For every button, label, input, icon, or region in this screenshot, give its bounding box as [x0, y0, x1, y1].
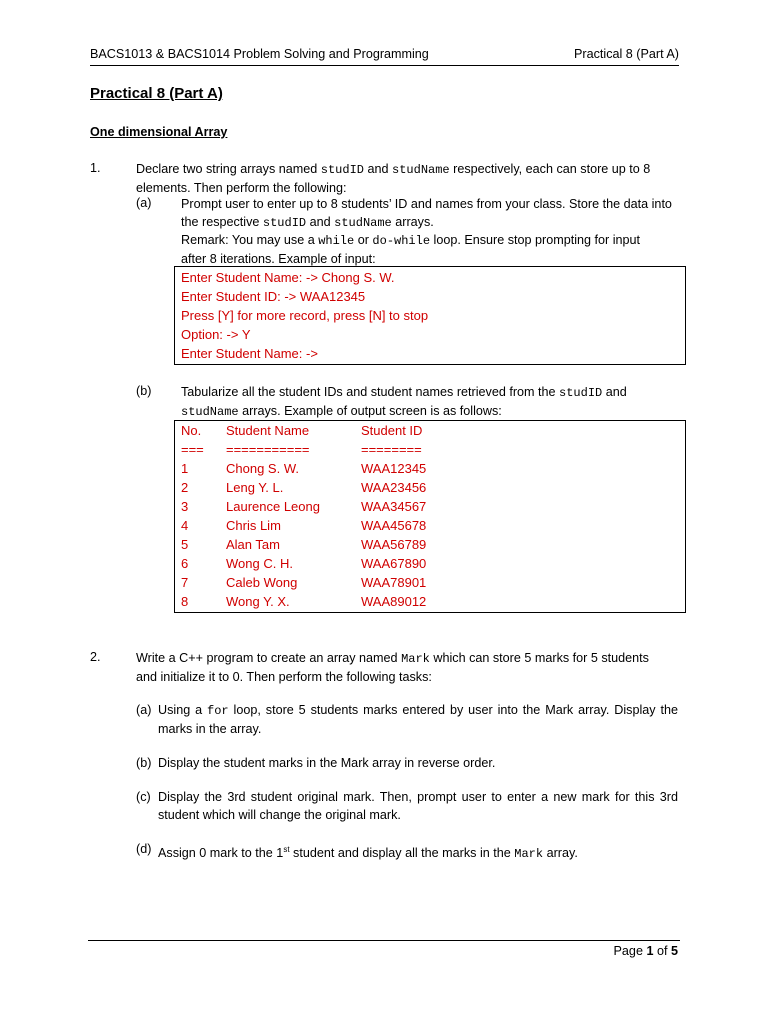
row-id: WAA34567 [361, 499, 427, 514]
course-title: BACS1013 & BACS1014 Problem Solving and Programming [90, 47, 429, 61]
page-title: Practical 8 (Part A) [90, 85, 223, 102]
practical-label: Practical 8 (Part A) [574, 47, 679, 61]
table-header-row [175, 423, 685, 442]
row-name: Chong S. W. [226, 461, 299, 476]
table-row [175, 556, 685, 575]
row-id: WAA12345 [361, 461, 427, 476]
table-row [175, 480, 685, 499]
input-example-box [174, 266, 686, 365]
q1-number: 1. [90, 161, 101, 175]
example-line: Enter Student Name: -> Chong S. W. [181, 270, 395, 285]
q1a-label: (a) [136, 196, 152, 210]
row-no: 5 [181, 537, 189, 552]
q1-intro: Declare two string arrays named studID and studName respectively, each can store up to 8 elements. Then perform the following: [136, 162, 651, 195]
header-no: No. [181, 423, 202, 438]
q2d-text: Assign 0 mark to the 1st student and display all the marks in the Mark array. [158, 845, 578, 862]
row-name: Alan Tam [226, 537, 280, 552]
page-number: Page 1 of 5 [613, 944, 678, 958]
header-student-name: Student Name [226, 423, 310, 438]
q1a-text: Prompt user to enter up to 8 students’ ID and names from your class. Store the data into the respective studID and studName arrays. Remark: You may use a while or do-while loop. Ensure stop prompting for input after 8 iterations. Example of input: [181, 197, 672, 266]
page-header [90, 47, 679, 66]
q2d-label: (d) [136, 842, 152, 856]
row-name: Caleb Wong [226, 575, 298, 590]
output-example-table [174, 420, 686, 613]
q2-number: 2. [90, 650, 101, 664]
q2a-label: (a) [136, 703, 152, 717]
table-row [175, 518, 685, 537]
example-line: Enter Student Name: -> [181, 346, 318, 361]
table-row [175, 499, 685, 518]
row-id: WAA67890 [361, 556, 427, 571]
row-name: Wong C. H. [226, 556, 293, 571]
q2b-text: Display the student marks in the Mark array in reverse order. [158, 756, 496, 770]
example-line: Option: -> Y [181, 327, 251, 342]
row-id: WAA78901 [361, 575, 427, 590]
row-id: WAA45678 [361, 518, 427, 533]
q2c-text: Display the 3rd student original mark. Then, prompt user to enter a new mark for this 3rd student which will change the original mark. [158, 790, 678, 822]
table-row [175, 594, 685, 613]
section-heading: One dimensional Array [90, 125, 228, 139]
table-row [175, 575, 685, 594]
sep-3: ======== [361, 442, 422, 457]
row-no: 8 [181, 594, 189, 609]
row-no: 2 [181, 480, 189, 495]
sep-2: =========== [226, 442, 310, 457]
header-student-id: Student ID [361, 423, 423, 438]
q1b-text: Tabularize all the student IDs and student names retrieved from the studID and studName arrays. Example of output screen is as follows: [181, 385, 627, 419]
footer-divider [88, 940, 680, 941]
row-name: Chris Lim [226, 518, 281, 533]
row-id: WAA89012 [361, 594, 427, 609]
row-id: WAA56789 [361, 537, 427, 552]
row-no: 4 [181, 518, 189, 533]
sep-1: === [181, 442, 204, 457]
q2c-label: (c) [136, 790, 151, 804]
row-name: Wong Y. X. [226, 594, 290, 609]
q2b-label: (b) [136, 756, 152, 770]
row-no: 1 [181, 461, 189, 476]
example-line: Press [Y] for more record, press [N] to stop [181, 308, 429, 323]
row-no: 6 [181, 556, 189, 571]
q2-intro: Write a C++ program to create an array named Mark which can store 5 marks for 5 students and initialize it to 0. Then perform the following tasks: [136, 651, 649, 684]
table-row [175, 461, 685, 480]
row-no: 3 [181, 499, 189, 514]
row-id: WAA23456 [361, 480, 427, 495]
example-line: Enter Student ID: -> WAA12345 [181, 289, 366, 304]
row-name: Laurence Leong [226, 499, 320, 514]
row-no: 7 [181, 575, 189, 590]
q2a-text: Using a for loop, store 5 students marks entered by user into the Mark array. Display the marks in the array. [158, 703, 678, 736]
table-row [175, 537, 685, 556]
table-separator-row [175, 442, 685, 461]
row-name: Leng Y. L. [226, 480, 284, 495]
q1b-label: (b) [136, 384, 152, 398]
